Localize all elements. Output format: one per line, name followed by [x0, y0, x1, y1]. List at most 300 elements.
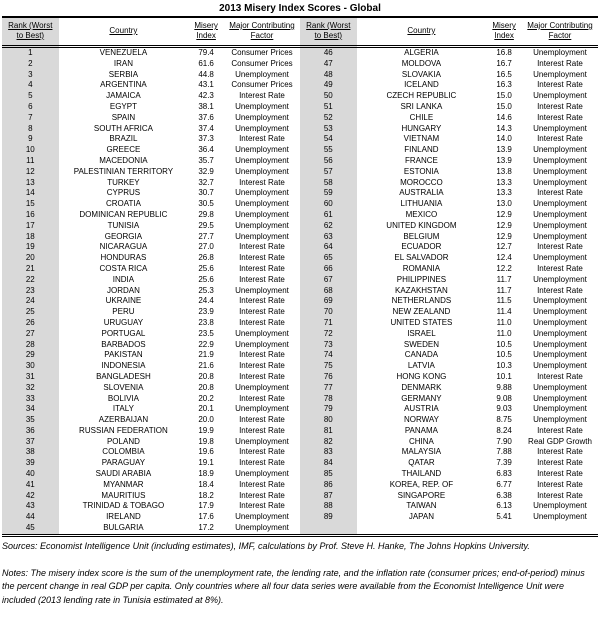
rank-cell: 41	[2, 480, 59, 491]
rank-cell: 45	[2, 523, 59, 534]
index-cell: 5.41	[496, 512, 512, 522]
index-cell: 29.8	[198, 209, 214, 219]
table-row	[300, 199, 598, 210]
factor-cell: Unemployment	[235, 220, 289, 230]
table-row	[300, 242, 598, 253]
rank-cell: 6	[2, 102, 59, 113]
factor-cell: Unemployment	[533, 339, 587, 349]
table-row	[2, 512, 300, 523]
index-cell: 14.0	[496, 134, 512, 144]
table-row	[300, 264, 598, 275]
factor-cell: Interest Rate	[239, 371, 285, 381]
index-cell: 24.4	[198, 296, 214, 306]
table-left-body	[2, 47, 300, 534]
rank-cell: 42	[2, 491, 59, 502]
country-cell: ECUADOR	[401, 242, 442, 252]
rank-cell: 56	[300, 156, 357, 167]
factor-cell: Consumer Prices	[231, 80, 293, 90]
table-row	[2, 145, 300, 156]
table-row	[2, 415, 300, 426]
rank-cell: 40	[2, 469, 59, 480]
table-row	[300, 480, 598, 491]
rank-cell: 89	[300, 512, 357, 523]
index-cell: 9.88	[496, 382, 512, 392]
factor-cell: Unemployment	[235, 285, 289, 295]
table-row	[300, 156, 598, 167]
index-cell: 25.3	[198, 285, 214, 295]
country-cell: NICARAGUA	[99, 242, 148, 252]
factor-cell: Unemployment	[235, 155, 289, 165]
index-cell: 14.3	[496, 123, 512, 133]
factor-cell: Unemployment	[533, 209, 587, 219]
factor-cell: Interest Rate	[537, 134, 583, 144]
table-row	[300, 210, 598, 221]
factor-cell	[522, 523, 598, 534]
rank-cell: 15	[2, 199, 59, 210]
rank-cell: 54	[300, 134, 357, 145]
rank-cell: 12	[2, 167, 59, 178]
index-cell: 6.83	[496, 469, 512, 479]
table-row	[300, 178, 598, 189]
rank-cell: 64	[300, 242, 357, 253]
country-cell: UNITED STATES	[390, 317, 453, 327]
rank-header-line1: Rank (Worst	[306, 21, 351, 30]
rank-cell: 30	[2, 361, 59, 372]
factor-cell: Interest Rate	[239, 242, 285, 252]
rank-cell: 44	[2, 512, 59, 523]
rank-cell: 29	[2, 350, 59, 361]
country-cell: BRAZIL	[109, 134, 138, 144]
factor-cell: Interest Rate	[239, 490, 285, 500]
table-row	[2, 458, 300, 469]
table-row	[2, 307, 300, 318]
factor-cell: Interest Rate	[537, 447, 583, 457]
table-row	[2, 501, 300, 512]
factor-cell: Unemployment	[533, 382, 587, 392]
index-cell: 13.9	[496, 155, 512, 165]
table-row	[300, 232, 598, 243]
table-right-half	[300, 18, 598, 534]
rank-cell: 24	[2, 296, 59, 307]
table-row	[300, 286, 598, 297]
factor-cell: Unemployment	[533, 512, 587, 522]
rank-cell: 82	[300, 437, 357, 448]
index-cell: 12.2	[496, 263, 512, 273]
index-cell: 37.6	[198, 112, 214, 122]
table-row	[300, 404, 598, 415]
country-cell: QATAR	[408, 458, 435, 468]
index-cell: 20.1	[198, 404, 214, 414]
table-row	[300, 383, 598, 394]
country-cell: TUNISIA	[107, 220, 140, 230]
country-cell: DOMINICAN REPUBLIC	[79, 209, 168, 219]
table-row	[2, 113, 300, 124]
country-cell: ITALY	[112, 404, 134, 414]
rank-cell: 63	[300, 232, 357, 243]
index-cell: 13.0	[496, 199, 512, 209]
index-cell: 7.90	[496, 436, 512, 446]
rank-cell: 65	[300, 253, 357, 264]
factor-header-line2: Factor	[548, 31, 572, 40]
factor-cell: Unemployment	[533, 177, 587, 187]
rank-cell: 21	[2, 264, 59, 275]
index-cell: 9.08	[496, 393, 512, 403]
country-cell: CHILE	[409, 112, 434, 122]
factor-cell: Interest Rate	[537, 458, 583, 468]
table-row	[2, 480, 300, 491]
index-cell: 61.6	[198, 58, 214, 68]
index-cell: 8.24	[496, 425, 512, 435]
country-cell: VIETNAM	[403, 134, 440, 144]
factor-cell: Unemployment	[235, 512, 289, 522]
index-cell: 7.88	[496, 447, 512, 457]
country-cell: FRANCE	[404, 155, 438, 165]
country-cell: EGYPT	[109, 101, 137, 111]
rank-cell: 27	[2, 329, 59, 340]
factor-cell: Unemployment	[235, 231, 289, 241]
country-cell: BOLIVIA	[107, 393, 139, 403]
rank-cell: 83	[300, 447, 357, 458]
index-cell: 43.1	[198, 80, 214, 90]
rank-cell: 88	[300, 501, 357, 512]
table-row	[2, 156, 300, 167]
table-row	[2, 124, 300, 135]
rank-cell: 18	[2, 232, 59, 243]
factor-cell: Interest Rate	[239, 501, 285, 511]
country-cell: INDONESIA	[101, 361, 146, 371]
country-cell: ESTONIA	[403, 166, 439, 176]
index-cell: 16.7	[496, 58, 512, 68]
factor-cell: Unemployment	[235, 112, 289, 122]
rank-cell: 59	[300, 188, 357, 199]
table-row	[2, 188, 300, 199]
table-row	[300, 491, 598, 502]
factor-cell: Unemployment	[235, 123, 289, 133]
table-row	[300, 426, 598, 437]
country-cell: URUGUAY	[103, 317, 144, 327]
country-cell: PARAGUAY	[101, 458, 146, 468]
factor-cell: Interest Rate	[239, 361, 285, 371]
index-cell: 23.5	[198, 328, 214, 338]
rank-cell: 34	[2, 404, 59, 415]
factor-cell: Unemployment	[235, 69, 289, 79]
table-row	[2, 102, 300, 113]
index-cell	[486, 523, 522, 534]
table-row	[2, 275, 300, 286]
factor-cell: Unemployment	[533, 317, 587, 327]
country-cell: CANADA	[404, 350, 439, 360]
rank-cell: 58	[300, 178, 357, 189]
factor-cell: Interest Rate	[239, 263, 285, 273]
table-row	[2, 469, 300, 480]
rank-cell: 5	[2, 91, 59, 102]
country-cell: MACEDONIA	[99, 155, 148, 165]
rank-cell: 26	[2, 318, 59, 329]
rank-header-line1: Rank (Worst	[8, 21, 53, 30]
table-row	[2, 253, 300, 264]
rank-cell: 47	[300, 59, 357, 70]
index-cell: 38.1	[198, 101, 214, 111]
misery-index-table	[2, 18, 598, 537]
country-cell: GERMANY	[401, 393, 442, 403]
rank-cell: 39	[2, 458, 59, 469]
rank-header-line2: to Best)	[314, 31, 343, 40]
country-cell: BELGIUM	[403, 231, 440, 241]
table-row	[2, 199, 300, 210]
index-cell: 22.9	[198, 339, 214, 349]
rank-cell: 33	[2, 394, 59, 405]
factor-header-line1: Major Contributing	[527, 21, 593, 30]
rank-cell: 10	[2, 145, 59, 156]
index-cell: 36.4	[198, 145, 214, 155]
factor-cell: Unemployment	[235, 523, 289, 533]
factor-cell: Interest Rate	[537, 371, 583, 381]
country-cell: CZECH REPUBLIC	[386, 91, 457, 101]
index-cell: 42.3	[198, 91, 214, 101]
factor-cell: Unemployment	[235, 328, 289, 338]
table-row	[300, 59, 598, 70]
index-cell: 27.7	[198, 231, 214, 241]
table-row	[300, 415, 598, 426]
rank-cell: 11	[2, 156, 59, 167]
rank-cell: 38	[2, 447, 59, 458]
rank-cell: 46	[300, 47, 357, 59]
factor-cell: Unemployment	[533, 393, 587, 403]
rank-cell: 71	[300, 318, 357, 329]
country-cell: AZERBAIJAN	[98, 415, 149, 425]
index-cell: 6.38	[496, 490, 512, 500]
country-cell: COLOMBIA	[102, 447, 145, 457]
country-cell: JAPAN	[408, 512, 435, 522]
factor-cell: Unemployment	[533, 328, 587, 338]
rank-cell: 8	[2, 124, 59, 135]
factor-header-line2: Factor	[250, 31, 274, 40]
rank-cell: 9	[2, 134, 59, 145]
table-row	[300, 350, 598, 361]
factor-cell: Interest Rate	[239, 393, 285, 403]
rank-cell: 61	[300, 210, 357, 221]
country-cell: SINGAPORE	[397, 490, 446, 500]
index-cell: 17.9	[198, 501, 214, 511]
country-cell: KAZAKHSTAN	[395, 285, 448, 295]
rank-cell: 48	[300, 70, 357, 81]
country-cell: NETHERLANDS	[391, 296, 452, 306]
rank-cell: 79	[300, 404, 357, 415]
index-cell: 17.2	[198, 523, 214, 533]
country-cell	[357, 523, 487, 534]
table-row	[2, 91, 300, 102]
country-cell: VENEZUELA	[99, 48, 148, 57]
index-cell: 7.39	[496, 458, 512, 468]
table-row	[2, 318, 300, 329]
rank-cell: 17	[2, 221, 59, 232]
country-cell: FINLAND	[404, 145, 439, 155]
table-row	[300, 47, 598, 59]
table-row	[2, 232, 300, 243]
index-cell: 12.7	[496, 242, 512, 252]
rank-cell: 43	[2, 501, 59, 512]
table-row	[2, 70, 300, 81]
index-cell: 20.8	[198, 382, 214, 392]
rank-column-header	[300, 18, 357, 47]
header-row	[2, 18, 300, 47]
rank-cell: 67	[300, 275, 357, 286]
rank-cell: 68	[300, 286, 357, 297]
rank-column-header	[2, 18, 59, 47]
index-header-line1: Misery	[194, 21, 218, 30]
country-cell: KOREA, REP. OF	[389, 479, 454, 489]
table-row	[300, 102, 598, 113]
index-cell: 10.3	[496, 361, 512, 371]
factor-cell: Interest Rate	[537, 242, 583, 252]
country-cell: TRINIDAD & TOBAGO	[82, 501, 165, 511]
table-row	[2, 447, 300, 458]
factor-cell: Unemployment	[533, 69, 587, 79]
table-row	[300, 512, 598, 523]
country-cell: NORWAY	[403, 415, 439, 425]
index-cell: 19.6	[198, 447, 214, 457]
table-row	[300, 329, 598, 340]
factor-cell: Interest Rate	[537, 112, 583, 122]
country-cell: PORTUGAL	[101, 328, 146, 338]
country-cell: MYANMAR	[103, 479, 144, 489]
table-row	[2, 167, 300, 178]
country-cell: CROATIA	[105, 199, 141, 209]
rank-cell	[300, 523, 357, 534]
rank-cell: 74	[300, 350, 357, 361]
index-cell: 29.5	[198, 220, 214, 230]
factor-cell: Unemployment	[533, 415, 587, 425]
country-cell: IRAN	[113, 58, 133, 68]
index-cell: 10.5	[496, 350, 512, 360]
country-cell: SAUDI ARABIA	[95, 469, 152, 479]
rank-cell: 20	[2, 253, 59, 264]
table-row	[2, 59, 300, 70]
index-cell: 32.7	[198, 177, 214, 187]
table-row	[300, 296, 598, 307]
factor-cell: Interest Rate	[537, 479, 583, 489]
table-row	[2, 361, 300, 372]
rank-cell: 2	[2, 59, 59, 70]
factor-cell: Interest Rate	[537, 490, 583, 500]
country-cell: EL SALVADOR	[394, 253, 449, 263]
factor-cell: Unemployment	[533, 220, 587, 230]
country-cell: SRI LANKA	[400, 101, 443, 111]
factor-cell: Interest Rate	[239, 447, 285, 457]
factor-cell: Interest Rate	[239, 479, 285, 489]
country-cell: POLAND	[106, 436, 140, 446]
factor-cell: Interest Rate	[537, 263, 583, 273]
country-cell: ISRAEL	[407, 328, 436, 338]
rank-cell: 53	[300, 124, 357, 135]
country-cell: JAMAICA	[106, 91, 141, 101]
table-row	[300, 124, 598, 135]
country-cell: RUSSIAN FEDERATION	[79, 425, 168, 435]
factor-cell: Interest Rate	[239, 307, 285, 317]
country-cell: COSTA RICA	[99, 263, 148, 273]
rank-cell: 73	[300, 340, 357, 351]
rank-cell: 22	[2, 275, 59, 286]
table-row	[300, 437, 598, 448]
factor-cell: Interest Rate	[239, 253, 285, 263]
country-header-label: Country	[407, 26, 436, 35]
table-row	[2, 404, 300, 415]
factor-cell: Interest Rate	[537, 58, 583, 68]
factor-cell: Unemployment	[533, 253, 587, 263]
factor-cell: Interest Rate	[239, 177, 285, 187]
country-cell: JORDAN	[106, 285, 140, 295]
country-cell: TAIWAN	[406, 501, 437, 511]
country-cell: MAURITIUS	[101, 490, 146, 500]
index-cell: 6.77	[496, 479, 512, 489]
index-cell: 11.0	[496, 317, 512, 327]
factor-cell: Interest Rate	[537, 425, 583, 435]
index-cell: 30.7	[198, 188, 214, 198]
factor-cell: Unemployment	[533, 307, 587, 317]
table-row	[2, 178, 300, 189]
index-cell: 11.7	[496, 285, 512, 295]
factor-cell: Interest Rate	[239, 134, 285, 144]
table-row	[300, 372, 598, 383]
factor-cell: Interest Rate	[239, 274, 285, 284]
table-row	[2, 286, 300, 297]
table-row	[300, 134, 598, 145]
factor-cell: Interest Rate	[239, 296, 285, 306]
index-cell: 21.9	[198, 350, 214, 360]
factor-cell: Interest Rate	[537, 188, 583, 198]
index-cell: 37.3	[198, 134, 214, 144]
country-cell: ROMANIA	[402, 263, 441, 273]
factor-cell: Unemployment	[235, 404, 289, 414]
factor-cell: Interest Rate	[239, 458, 285, 468]
rank-cell: 14	[2, 188, 59, 199]
index-cell: 10.5	[496, 339, 512, 349]
table-row	[300, 523, 598, 534]
table-row	[2, 523, 300, 534]
country-cell: UNITED KINGDOM	[386, 220, 457, 230]
factor-cell: Unemployment	[533, 155, 587, 165]
country-cell: BANGLADESH	[96, 371, 151, 381]
index-cell: 20.0	[198, 415, 214, 425]
table-row	[300, 167, 598, 178]
rank-cell: 32	[2, 383, 59, 394]
country-cell: NEW ZEALAND	[392, 307, 451, 317]
rank-cell: 19	[2, 242, 59, 253]
header-row	[300, 18, 598, 47]
factor-header-line1: Major Contributing	[229, 21, 295, 30]
rank-cell: 69	[300, 296, 357, 307]
index-cell: 13.3	[496, 177, 512, 187]
country-cell: SWEDEN	[403, 339, 439, 349]
factor-cell: Unemployment	[235, 145, 289, 155]
country-cell: MEXICO	[405, 209, 438, 219]
table-row	[2, 437, 300, 448]
rank-cell: 57	[300, 167, 357, 178]
index-cell: 10.1	[496, 371, 512, 381]
table-row	[300, 70, 598, 81]
country-column-header	[357, 18, 487, 47]
rank-cell: 66	[300, 264, 357, 275]
table-row	[2, 426, 300, 437]
table-row	[300, 340, 598, 351]
factor-cell: Unemployment	[533, 296, 587, 306]
rank-cell: 55	[300, 145, 357, 156]
table-row	[300, 145, 598, 156]
table-row	[2, 242, 300, 253]
factor-cell: Interest Rate	[537, 469, 583, 479]
index-cell: 11.5	[496, 296, 512, 306]
table-row	[2, 383, 300, 394]
